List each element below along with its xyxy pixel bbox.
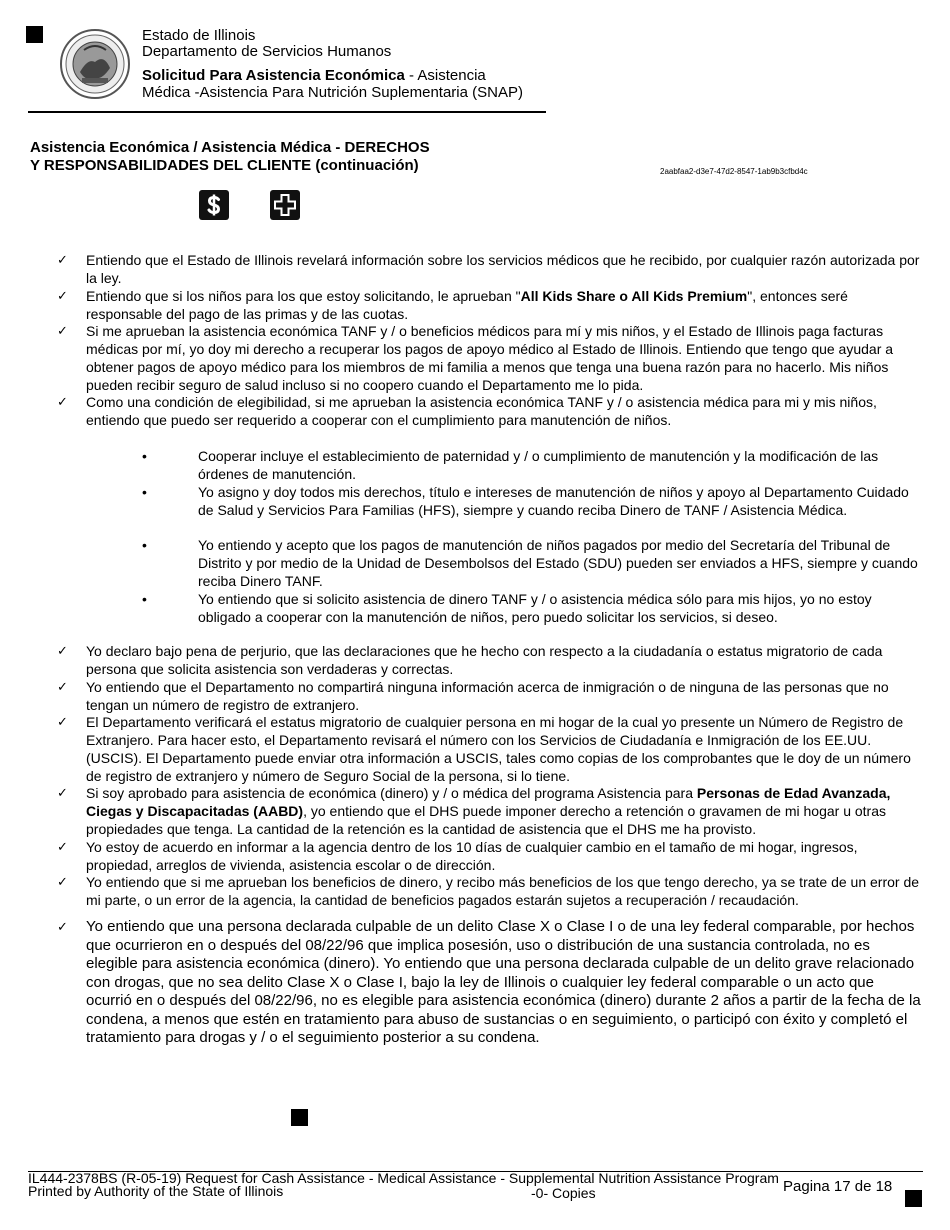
list-item — [57, 287, 922, 323]
form-title-bold: Solicitud Para Asistencia Económica — [142, 67, 405, 84]
sub-list-item — [142, 447, 918, 483]
bullet: • — [142, 537, 147, 553]
check-mark: ✓ — [57, 679, 68, 694]
list-item-bold: Personas de Edad Avanzada, Ciegas y Discapacitadas (AABD) — [86, 785, 891, 819]
list-item — [57, 838, 922, 874]
sub-list-item — [142, 536, 918, 590]
list-item-bold: All Kids Share o All Kids Premium — [520, 288, 748, 304]
sub-list-item-text: Cooperar incluye el establecimiento de paternidad y / o cumplimiento de manutención y la modificación de las órdenes de manutención. — [198, 448, 879, 482]
list-item — [57, 251, 922, 287]
state-name: Estado de Illinois — [142, 27, 256, 44]
section-title-line1: Asistencia Económica / Asistencia Médica - DERECHOS — [30, 139, 430, 156]
footer-copies: -0- Copies — [531, 1185, 596, 1201]
check-mark: ✓ — [57, 252, 68, 267]
check-mark: ✓ — [57, 643, 68, 658]
list-item-text: , yo entiendo que el DHS puede imponer derecho a retención o gravamen de mi hogar u otras propiedades que tenga. La cantidad de la retención es la cantidad de asistencia que el DHS me ha provisto. — [86, 803, 886, 837]
department-name: Departamento de Servicios Humanos — [142, 43, 392, 60]
footer-printed-line: Printed by Authority of the State of Illinois — [28, 1183, 284, 1199]
section-title — [30, 139, 430, 175]
sub-list-item-text: Yo entiendo que si solicito asistencia de dinero TANF y / o asistencia médica sólo para mis hijos, yo no estoy obligado a cooperar con la manutención de niños, pero puedo solicitar los servicios, si deseo. — [198, 591, 872, 625]
list-item-text: El Departamento verificará el estatus migratorio de cualquier persona en mi hogar de la cual yo presente un Número de Registro de Extranjero. Para hacer esto, el Departamento revisará el número con los Servicios de Ciudadanía e Inmigración de los EE.UU. (USCIS). El Departamento puede enviar otra información a USCIS, tales como copias de los comprobantes que le doy de un número de registro de extranjero y número de Seguro Social de la persona, si lo tiene. — [86, 714, 911, 784]
list-item-text: Yo declaro bajo pena de perjurio, que las declaraciones que he hecho con respecto a la ciudadanía o estatus migratorio de cada persona que solicita asistencia son verdaderas y correctas. — [86, 643, 883, 677]
list-item-text: Entiendo que el Estado de Illinois revelará información sobre los servicios médicos que he recibido, por cualquier razón autorizada por la ley. — [86, 252, 920, 286]
list-item-text: Yo estoy de acuerdo en informar a la agencia dentro de los 10 días de cualquier cambio en el tamaño de mi hogar, ingresos, propiedad, arreglos de vivienda, asistencia escolar o de dirección. — [86, 839, 858, 873]
list-item-text: Entiendo que si los niños para los que estoy solicitando, le aprueban " — [86, 288, 521, 304]
sub-list-item-text: Yo entiendo y acepto que los pagos de manutención de niños pagados por medio del Secretaría del Tribunal de Distrito y por medio de la Unidad de Desembolsos del Estado (SDU) pueden ser enviados a HFS, siempre y cuando reciba Dinero TANF. — [198, 537, 918, 589]
sub-list-item — [142, 590, 918, 626]
header-divider — [28, 111, 546, 113]
medical-cross-icon — [270, 190, 300, 220]
list-item — [57, 918, 922, 1048]
illinois-state-seal-icon — [60, 28, 130, 100]
dollar-sign-icon — [199, 190, 229, 220]
section-title-line2: Y RESPONSABILIDADES DEL CLIENTE (continuación) — [30, 157, 419, 174]
form-title-rest: - Asistencia — [404, 67, 486, 84]
check-mark: ✓ — [57, 874, 68, 889]
form-title-line2: Médica -Asistencia Para Nutrición Suplementaria (SNAP) — [142, 84, 523, 101]
footer-form-line: IL444-2378BS (R-05-19) Request for Cash Assistance - Medical Assistance - Supplemental Nutrition Assistance Program — [28, 1170, 779, 1186]
bullet: • — [142, 484, 147, 500]
list-item-text: Si soy aprobado para asistencia de económica (dinero) y / o médica del programa Asistencia para — [86, 785, 697, 801]
list-item — [57, 322, 922, 394]
registration-mark-top-left — [26, 26, 43, 43]
form-title — [142, 67, 523, 101]
list-item-text: Yo entiendo que una persona declarada culpable de un delito Clase X o Clase I o de una ley federal comparable, por hechos que ocurrieron en o después del 08/22/96 que implica posesión, uso o distribución de una sustancia controlada, no es elegible para asistencia económica (dinero). Yo entiendo que una persona declarada culpable de un delito grave relacionado con drogas, que no sea delito Clase X o Clase I, bajo la ley de Illinois o cualquier ley federal comparable o un acto que ocurrió en o después del 08/22/96, no es elegible para asistencia económica (dinero) durante 2 años a partir de la fecha de la condena, a menos que estén en tratamiento para abuso de sustancias o en seguimiento, o participó con éxito y completó el tratamiento para drogas y / o el seguimiento posterior a su condena. — [86, 918, 921, 1046]
list-item-text: ", entonces seré responsable del pago de las primas y de las cuotas. — [86, 288, 848, 322]
check-mark: ✓ — [57, 714, 68, 729]
list-item — [57, 713, 922, 785]
bullet: • — [142, 448, 147, 464]
list-item — [57, 393, 922, 429]
check-mark: ✓ — [57, 785, 68, 800]
list-item — [57, 873, 922, 909]
check-mark: ✓ — [57, 394, 68, 409]
bullet: • — [142, 591, 147, 607]
list-item-text: Como una condición de elegibilidad, si me aprueban la asistencia económica TANF y / o asistencia médica para mi y mis niños, entiendo que puedo ser requerido a cooperar con el cumplimiento para manutención de niños. — [86, 394, 877, 428]
list-item-text: Yo entiendo que el Departamento no compartirá ninguna información acerca de inmigración o de ninguna de las personas que no tengan un número de registro de extranjero. — [86, 679, 889, 713]
check-mark: ✓ — [57, 323, 68, 338]
sub-list-item — [142, 483, 918, 519]
list-item-text: Si me aprueban la asistencia económica TANF y / o beneficios médicos para mí y mis niños, y el Estado de Illinois paga facturas médicas por mí, yo doy mi derecho a recuperar los pagos de apoyo médico al Estado de Illinois. Entiendo que tengo que ayudar a obtener pagos de apoyo médico para los miembros de mi familia a menos que tenga una buena razón para no hacerlo. Mis niños pueden recibir seguro de salud incluso si no coopero cuando el Departamento me lo pida. — [86, 323, 894, 393]
sub-list-item-text: Yo asigno y doy todos mis derechos, título e intereses de manutención de niños y apoyo al Departamento Cuidado de Salud y Servicios Para Familias (HFS), siempre y cuando reciba Dinero de TANF / Asistencia Médica. — [198, 484, 909, 518]
list-item — [57, 642, 922, 678]
footer-form-info — [28, 1172, 779, 1198]
list-item — [57, 784, 922, 838]
agency-header — [142, 28, 391, 60]
check-mark: ✓ — [57, 288, 68, 303]
check-mark: ✓ — [57, 839, 68, 854]
list-item — [57, 678, 922, 714]
document-id: 2aabfaa2-d3e7-47d2-8547-1ab9b3cfbd4c — [660, 167, 808, 176]
registration-mark-bottom-right — [905, 1190, 922, 1207]
registration-mark-bottom-center — [291, 1109, 308, 1126]
list-item-text: Yo entiendo que si me aprueban los beneficios de dinero, y recibo más beneficios de los que tengo derecho, ya se trate de un error de mi parte, o un error de la agencia, la cantidad de beneficios pagados estarán sujetos a recuperación / recaudación. — [86, 874, 920, 908]
check-mark: ✓ — [57, 919, 68, 934]
page-number: Pagina 17 de 18 — [783, 1178, 893, 1195]
